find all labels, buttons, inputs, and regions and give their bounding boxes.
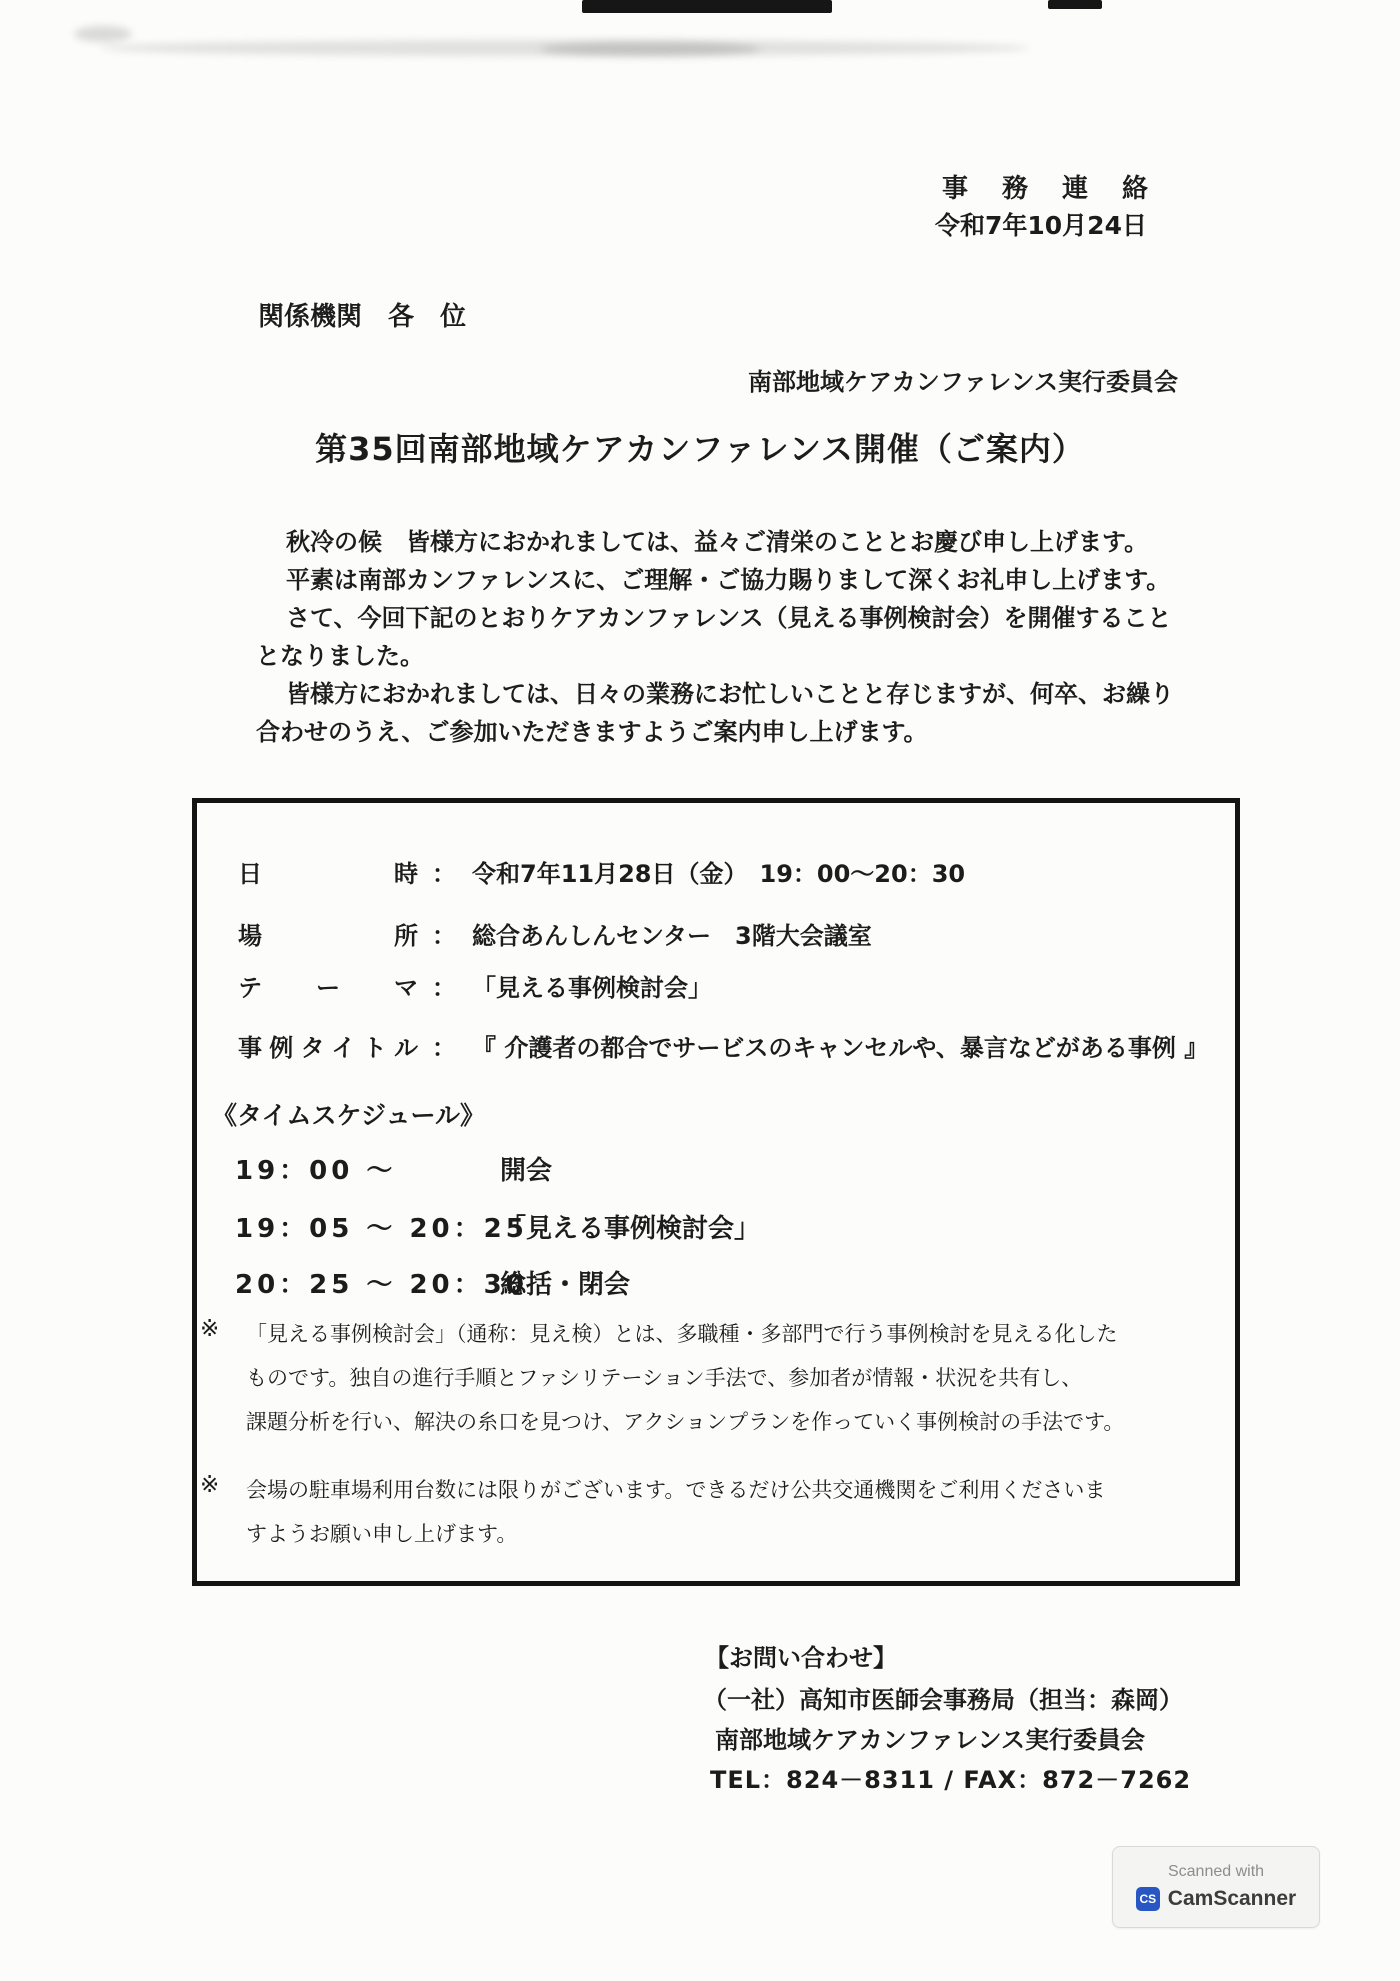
note-marker: ※ xyxy=(200,1472,220,1498)
schedule-activity: 「見える事例検討会」 xyxy=(500,1214,761,1244)
scan-artifact-top-bar xyxy=(582,0,832,13)
detail-label: 場所 xyxy=(238,922,418,950)
detail-row-theme xyxy=(238,968,712,1003)
note-line: 課題分析を行い、解決の糸口を見つけ、アクションプランを作っていく事例検討の手法です。 xyxy=(246,1410,1125,1434)
note-marker: ※ xyxy=(200,1316,220,1342)
note-line: 会場の駐車場利用台数には限りがございます。できるだけ公共交通機関をご利用くださいま xyxy=(246,1478,1106,1502)
schedule-activity: 開会 xyxy=(500,1156,553,1186)
body-line: さて、今回下記のとおりケアカンファレンス（見える事例検討会）を開催すること xyxy=(286,604,1172,632)
contact-line: （一社）高知市医師会事務局（担当：森岡） xyxy=(703,1686,1183,1714)
detail-label: 事例タイトル xyxy=(238,1034,418,1062)
note-line: 「見える事例検討会」（通称：見え検）とは、多職種・多部門で行う事例検討を見える化した xyxy=(246,1322,1118,1346)
detail-row-place xyxy=(238,916,872,951)
scanned-with-label: Scanned with xyxy=(1167,1863,1265,1880)
schedule-heading: 《タイムスケジュール》 xyxy=(212,1101,486,1130)
detail-value: 令和7年11月28日（金） 19：00～20：30 xyxy=(472,860,966,888)
body-line: となりました。 xyxy=(256,642,424,670)
document-date: 令和7年10月24日 xyxy=(935,211,1147,240)
detail-row-case-title xyxy=(238,1028,1208,1063)
notice-type-label: 事 務 連 絡 xyxy=(942,174,1153,204)
body-line: 合わせのうえ、ご参加いただきますようご案内申し上げます。 xyxy=(256,718,928,746)
camscanner-brand-row xyxy=(1136,1887,1296,1911)
note-line: すようお願い申し上げます。 xyxy=(246,1522,518,1546)
detail-separator: ： xyxy=(432,974,456,1002)
schedule-time: 19：00 ～ xyxy=(235,1156,397,1186)
body-line: 平素は南部カンファレンスに、ご理解・ご協力賜りまして深くお礼申し上げます。 xyxy=(286,566,1171,594)
camscanner-icon: CS xyxy=(1136,1887,1160,1911)
detail-separator: ： xyxy=(432,860,456,888)
recipient-line: 関係機関 各 位 xyxy=(258,302,467,332)
detail-value: 総合あんしんセンター 3階大会議室 xyxy=(472,922,872,950)
scan-smudge-streak-dark xyxy=(540,42,760,56)
page-title: 第35回南部地域ケアカンファレンス開催（ご案内） xyxy=(315,430,1085,468)
detail-value: 「見える事例検討会」 xyxy=(472,974,712,1002)
detail-label: 日時 xyxy=(238,860,418,888)
note-line: ものです。独自の進行手順とファシリテーション手法で、参加者が情報・状況を共有し、 xyxy=(246,1366,1083,1390)
schedule-time: 19：05 ～ 20：25 xyxy=(235,1214,528,1244)
scan-artifact-top-bar-small xyxy=(1048,0,1102,9)
camscanner-label: CamScanner xyxy=(1167,1887,1297,1910)
schedule-activity: 総括・閉会 xyxy=(500,1270,631,1300)
contact-heading: 【お問い合わせ】 xyxy=(705,1644,897,1672)
detail-row-datetime xyxy=(238,854,965,889)
camscanner-badge xyxy=(1112,1846,1320,1928)
body-line: 皆様方におかれましては、日々の業務にお忙しいことと存じますが、何卒、お繰り xyxy=(286,680,1174,708)
sender-organization: 南部地域ケアカンファレンス実行委員会 xyxy=(748,368,1178,396)
body-line: 秋冷の候 皆様方におかれましては、益々ご清栄のこととお慶び申し上げます。 xyxy=(286,528,1149,556)
detail-separator: ： xyxy=(432,922,456,950)
schedule-time: 20：25 ～ 20：30 xyxy=(235,1270,528,1300)
detail-separator: ： xyxy=(432,1034,456,1062)
detail-label: テーマ xyxy=(238,974,418,1002)
contact-line: TEL：824－8311 / FAX：872－7262 xyxy=(710,1766,1192,1794)
contact-line: 南部地域ケアカンファレンス実行委員会 xyxy=(715,1726,1145,1754)
detail-value: 『 介護者の都合でサービスのキャンセルや、暴言などがある事例 』 xyxy=(472,1034,1209,1062)
scan-smudge-spot xyxy=(74,26,132,42)
